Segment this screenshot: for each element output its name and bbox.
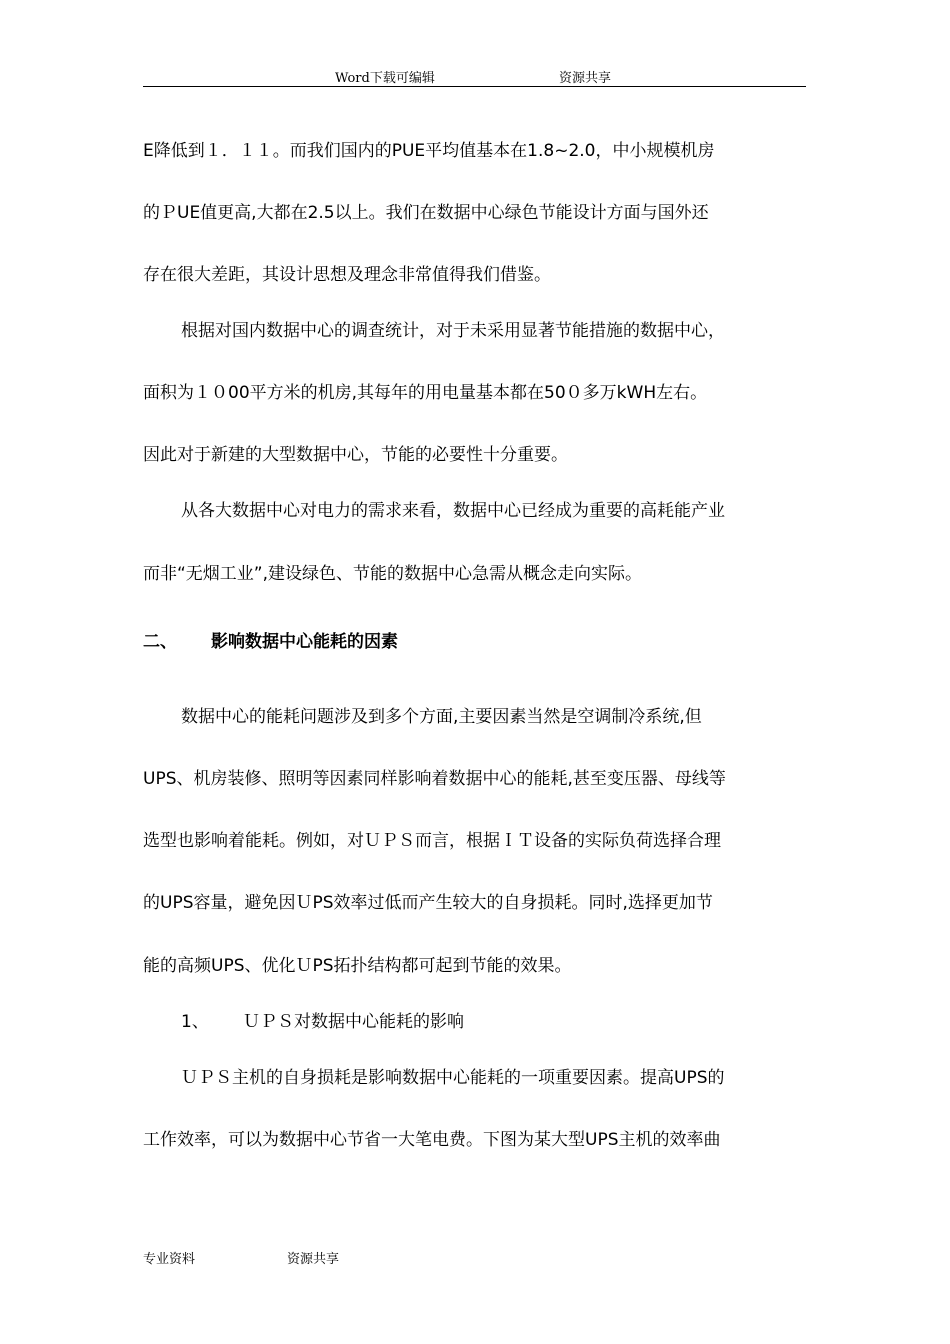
paragraph-5-line-2: 工作效率，可以为数据中心节省一大笔电费。下图为某大型UPS主机的效率曲 [143,1130,721,1150]
paragraph-2-line-3: 因此对于新建的大型数据中心，节能的必要性十分重要。 [143,445,568,465]
footer-right-text: 资源共享 [287,1252,340,1267]
section-heading-title: 影响数据中心能耗的因素 [211,632,398,652]
paragraph-2-line-1: 根据对国内数据中心的调查统计，对于未采用显著节能措施的数据中心， [181,321,725,341]
section-heading-number: 二、 [143,632,177,652]
page-header [143,66,806,87]
footer-left-text: 专业资料 [143,1252,196,1267]
subsection-heading-title: ＵＰＳ对数据中心能耗的影响 [243,1012,464,1032]
paragraph-3-line-1: 从各大数据中心对电力的需求来看，数据中心已经成为重要的高耗能产业 [181,501,725,521]
paragraph-4-line-2: UPS、机房装修、照明等因素同样影响着数据中心的能耗,甚至变压器、母线等 [143,769,726,789]
paragraph-4-line-4: 的UPS容量，避免因ＵPS效率过低而产生较大的自身损耗。同时,选择更加节 [143,893,713,913]
subsection-heading [181,1011,464,1033]
paragraph-5-line-1: ＵＰＳ主机的自身损耗是影响数据中心能耗的一项重要因素。提高UPS的 [181,1068,725,1088]
paragraph-4-line-1: 数据中心的能耗问题涉及到多个方面,主要因素当然是空调制冷系统,但 [181,707,702,727]
subsection-heading-number: 1、 [181,1012,209,1032]
header-left-text: Word下载可编辑 [335,71,435,86]
paragraph-3-line-2: 而非“无烟工业”,建设绿色、节能的数据中心急需从概念走向实际。 [143,564,643,584]
paragraph-1-line-2: 的ＰUE值更高,大都在2.5以上。我们在数据中心绿色节能设计方面与国外还 [143,203,709,223]
paragraph-1-line-1: E降低到１．１１。而我们国内的PUE平均值基本在1.8~2.0，中小规模机房 [143,141,715,161]
header-right-text: 资源共享 [559,71,612,86]
paragraph-4-line-5: 能的高频UPS、优化ＵPS拓扑结构都可起到节能的效果。 [143,956,572,976]
paragraph-4-line-3: 选型也影响着能耗。例如，对ＵＰＳ而言，根据ＩＴ设备的实际负荷选择合理 [143,831,721,851]
paragraph-2-line-2: 面积为１０00平方米的机房,其每年的用电量基本都在50０多万kWH左右。 [143,383,708,403]
paragraph-1-line-3: 存在很大差距，其设计思想及理念非常值得我们借鉴。 [143,265,551,285]
section-heading [143,631,398,653]
